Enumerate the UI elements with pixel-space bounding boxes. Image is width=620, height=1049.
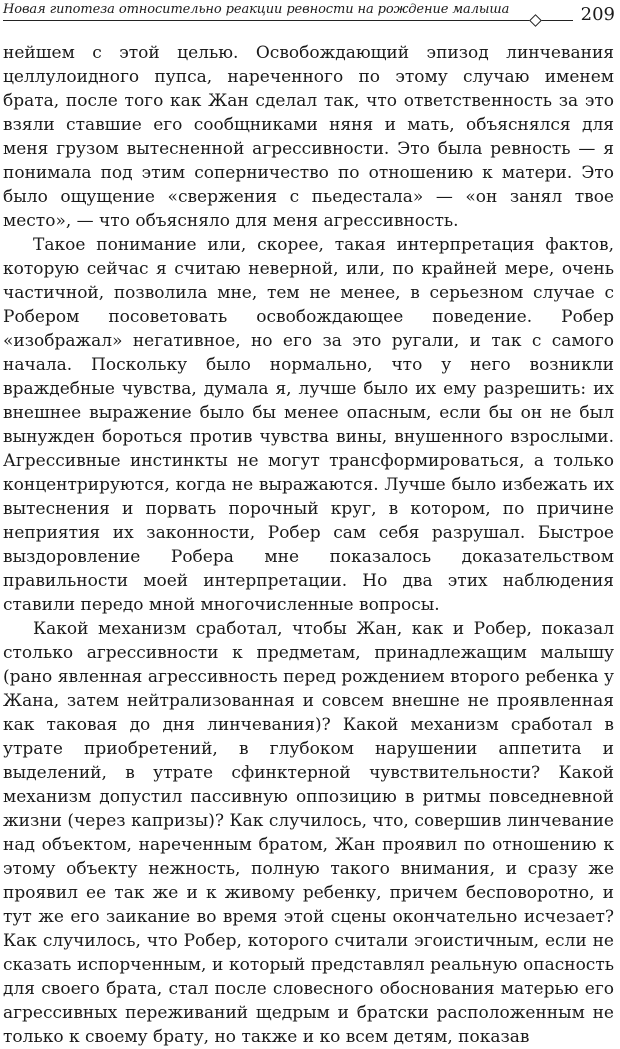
body-text <box>3 41 614 1049</box>
paragraph-continuation: нейшем с этой целью. Освобождающий эпизод линчевания целлулоидного пупса, нареченного по этому случаю именем брата, после того как Жан сделал так, что ответственность за это взяли ставшие его сообщниками няня и мать, объяснялся для меня грузом вытесненной агрессивности. Это была ревность — я понимала под этим соперничество по отношению к матери. Это было ощущение «свержения с пьедестала» — «он занял твое место», — что объясняло для меня агрессивность. <box>3 43 614 231</box>
paragraph: Такое понимание или, скорее, такая интерпретация фактов, которую сейчас я считаю неверной, или, по крайней мере, очень частичной, позволила мне, тем не менее, в серьезном случае с Робером посоветовать освобождающее поведение. Робер «изображал» негативное, но его за это ругали, и так с самого начала. Поскольку было нормально, что у него возникли враждебные чувства, думала я, лучше было их ему разрешить: их внешнее выражение было бы менее опасным, если бы он не был вынужден бороться против чувства вины, внушенного взрослыми. Агрессивные инстинкты не могут трансформироваться, а только концентрируются, когда не выражаются. Лучше было избежать их вытеснения и порвать порочный круг, в котором, по причине неприятия их законности, Робер сам себя разрушал. Быстрое выздоровление Робера мне показалось доказательством правильности моей интерпретации. Но два этих наблюдения ставили передо мной многочисленные вопросы. <box>3 235 614 615</box>
diamond-ornament-icon <box>529 14 542 27</box>
page-number: 209 <box>580 4 615 25</box>
page-header <box>3 0 615 32</box>
running-head: Новая гипотеза относительно реакции ревности на рождение малыша <box>3 2 510 17</box>
paragraph: Какой механизм сработал, чтобы Жан, как и Робер, показал столько агрессивности к предметам, принадлежащим малышу (рано явленная агрессивность перед рождением второго ребенка у Жана, затем нейтрализованная и совсем внешне не проявленная как таковая до дня линчевания)? Какой механизм сработал в утрате приобретений, в глубоком нарушении аппетита и выделений, в утрате сфинктерной чувствительности? Какой механизм допустил пассивную оппозицию в ритмы повседневной жизни (через капризы)? Как случилось, что, совершив линчевание над объектом, нареченным братом, Жан проявил по отношению к этому объекту нежность, полную такого внимания, и сразу же проявил ее так же и к живому ребенку, причем бесповоротно, и тут же его заикание во время этой сцены окончательно исчезает? Как случилось, что Робер, которого считали эгоистичным, если не сказать испорченным, и который представлял реальную опасность для своего брата, стал после словесного обоснования матерью его агрессивных переживаний щедрым и братски расположенным не только к своему брату, но также и ко всем детям, показав <box>3 619 614 1047</box>
header-rule <box>3 20 573 21</box>
